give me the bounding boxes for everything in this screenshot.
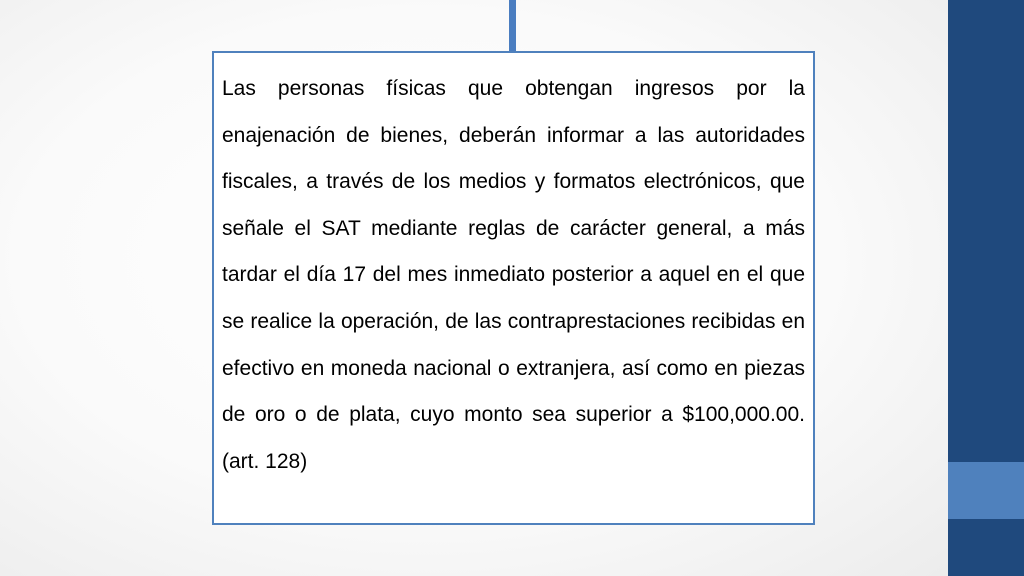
text-box (212, 51, 815, 525)
side-decoration-accent (948, 462, 1024, 519)
body-text: Las personas físicas que obtengan ingresos por la enajenación de bienes, deberán informar a las autoridades fiscales, a través de los medios y formatos electrónicos, que señale el SAT mediante reglas de carácter general, a más tardar el día 17 del mes inmediato posterior a aquel en el que se realice la operación, de las contraprestaciones recibidas en efectivo en moneda nacional o extranjera, así como en piezas de oro o de plata, cuyo monto sea superior a $100,000.00. (art. 128) (222, 77, 805, 473)
connector-line (509, 0, 516, 51)
